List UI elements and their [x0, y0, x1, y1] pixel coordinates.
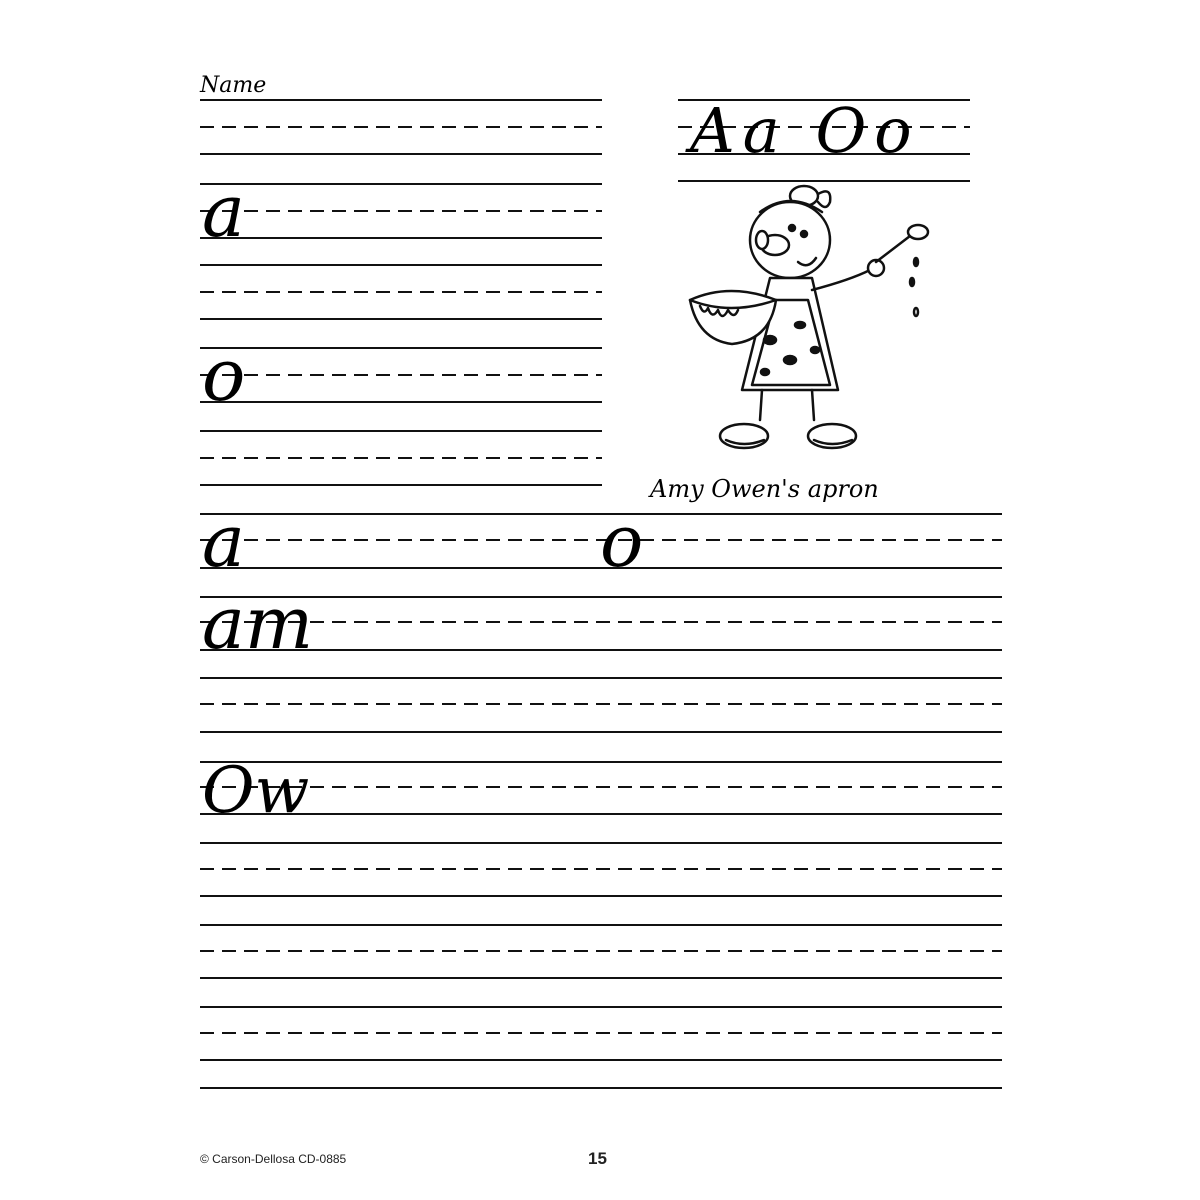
left-practice-lines [200, 100, 602, 485]
model-letter-a: a [202, 169, 245, 253]
girl-holding-bowl-and-spoon-illustration [690, 186, 928, 448]
model-word-am: am [202, 581, 314, 665]
full-width-practice-lines [200, 514, 1002, 1088]
model-word-ow: Ow [202, 754, 310, 828]
worksheet-title: Aa Oo [690, 94, 920, 167]
illustration-caption: Amy Owen's apron [650, 475, 879, 503]
model-letter-o: o [202, 333, 246, 417]
model-pair-letter-o: o [600, 499, 644, 583]
name-label: Name [200, 73, 267, 98]
page-number: 15 [588, 1149, 607, 1168]
model-pair-letter-a: a [202, 499, 245, 583]
copyright-notice: © Carson-Dellosa CD-0885 [200, 1152, 347, 1166]
